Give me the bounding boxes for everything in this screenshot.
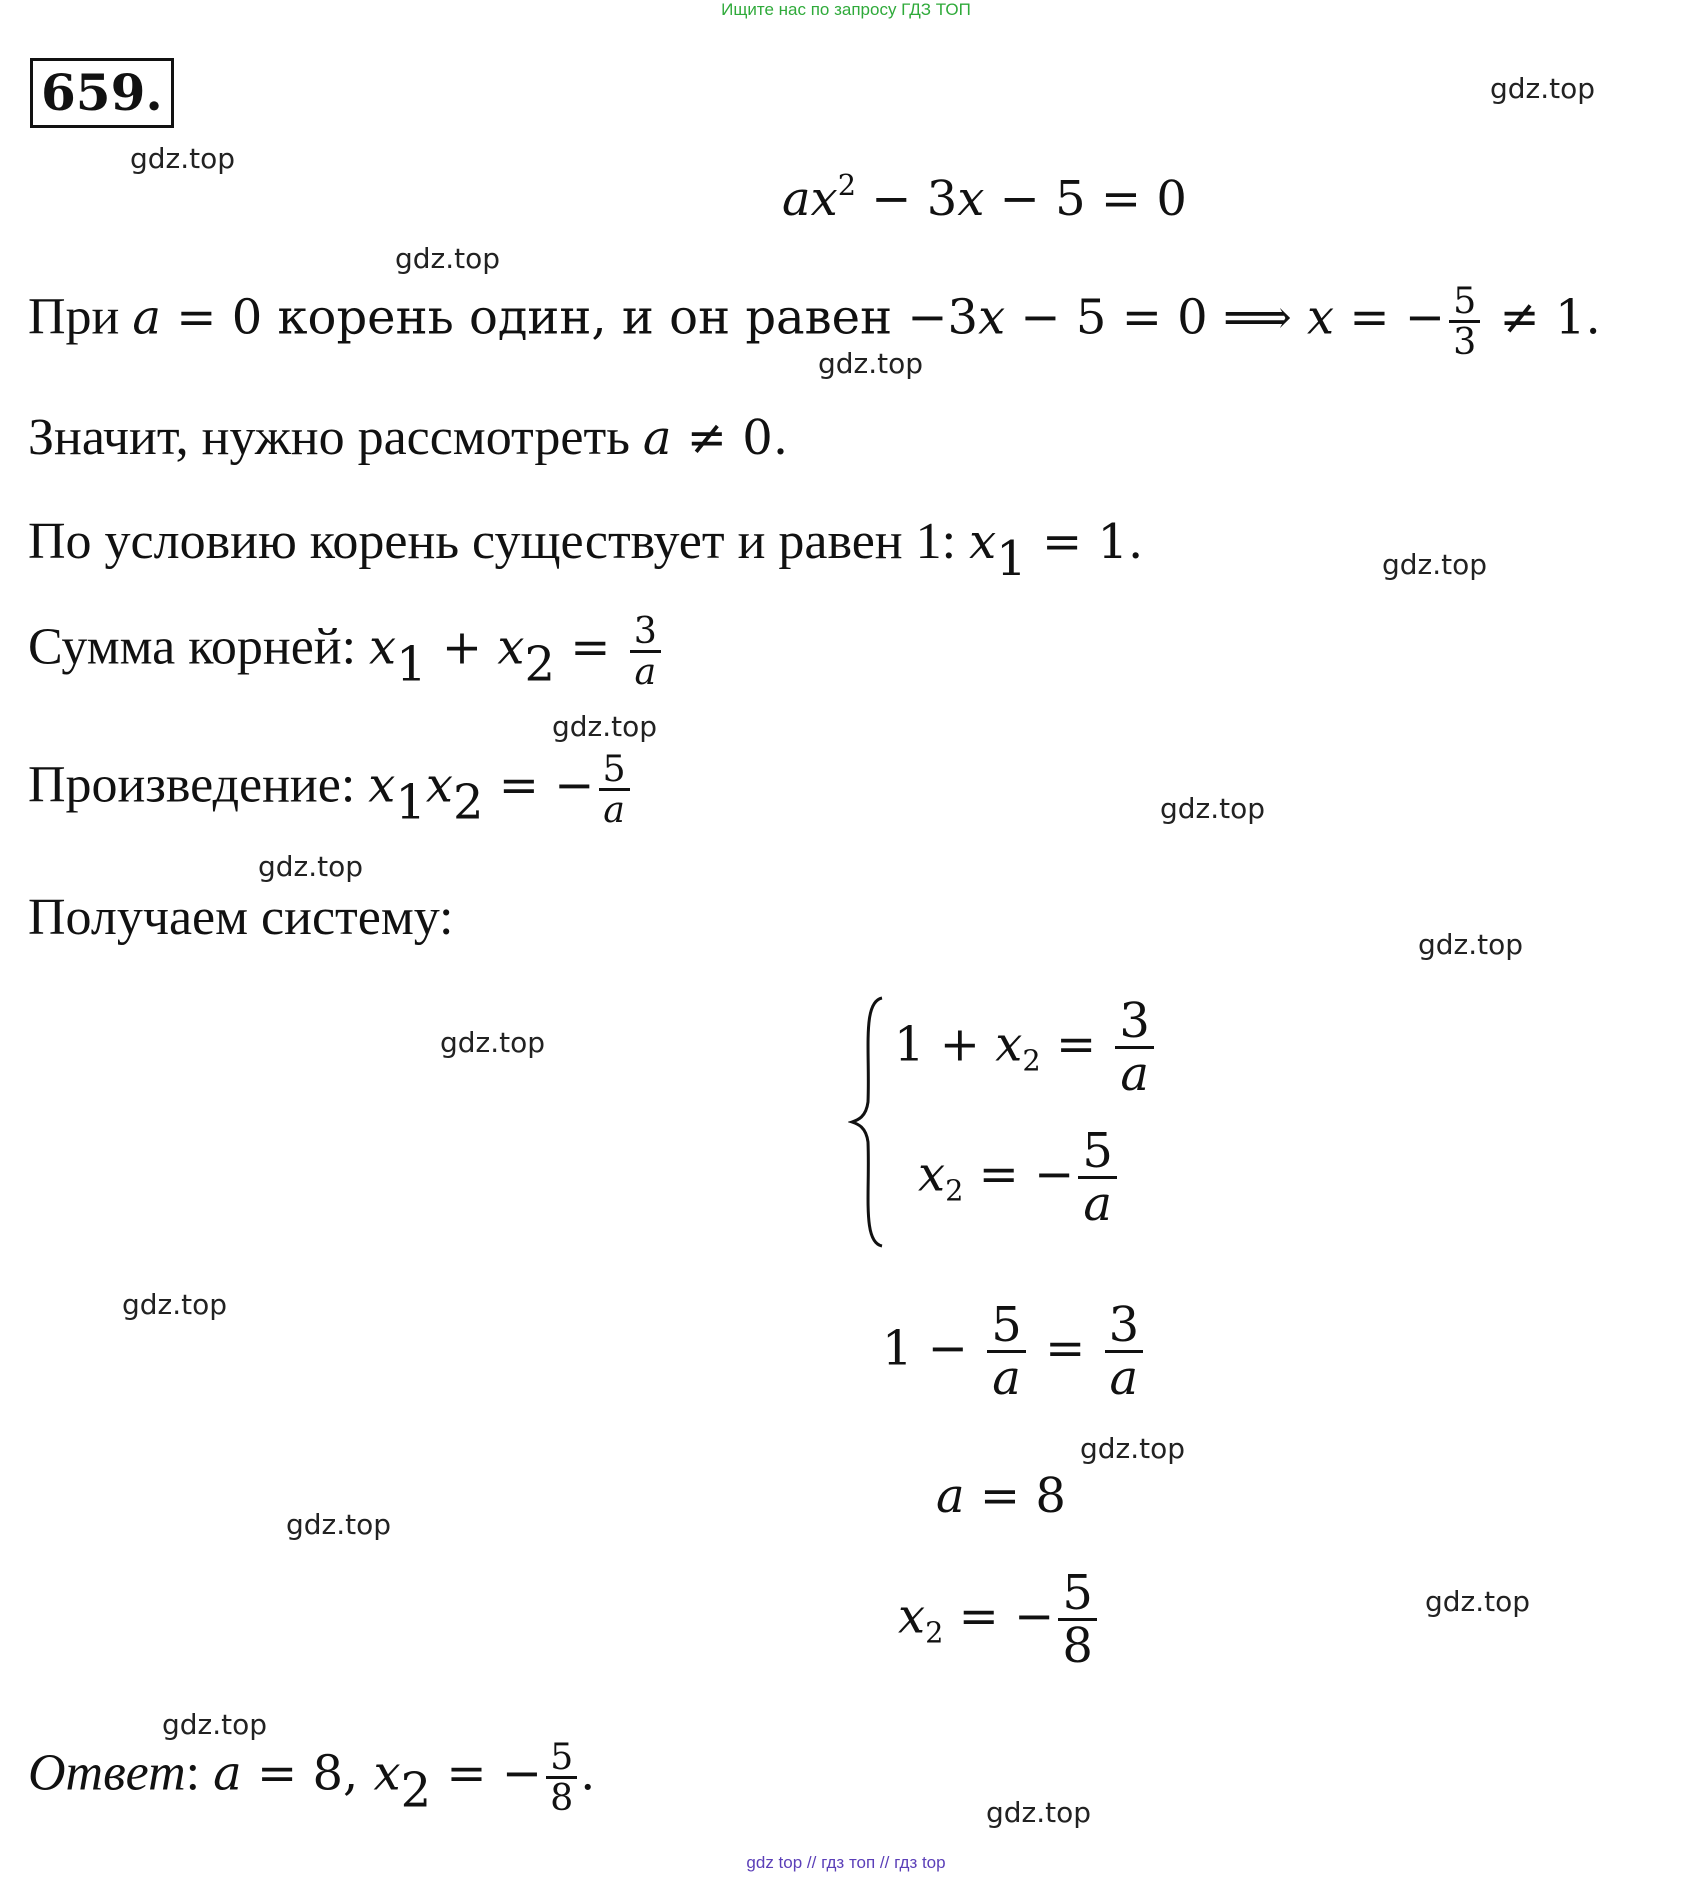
watermark: gdz.top: [1418, 928, 1524, 961]
line-product: Произведение: $x_1x_2$ = − $\frac{5}{a}$: [28, 750, 634, 830]
answer-line: Ответ: a = 8, $x_2$ = − $\frac{5}{8}$ .: [28, 1735, 595, 1820]
line-system-intro: Получаем систему:: [28, 889, 454, 946]
watermark: gdz.top: [258, 850, 364, 883]
watermark: gdz.top: [440, 1026, 546, 1059]
watermark: gdz.top: [130, 142, 236, 175]
watermark: gdz.top: [1160, 792, 1266, 825]
watermark: gdz.top: [552, 710, 658, 743]
watermark: gdz.top: [122, 1288, 228, 1321]
step-a-value: a = 8: [936, 1468, 1066, 1524]
footer-links: gdz top // гдз топ // гдз top: [746, 1853, 946, 1872]
watermark: gdz.top: [162, 1708, 268, 1741]
watermark: gdz.top: [1490, 72, 1596, 105]
watermark: gdz.top: [818, 347, 924, 380]
watermark: gdz.top: [1080, 1432, 1186, 1465]
equation-system: [848, 992, 1148, 1252]
line-sum: Сумма корней: $x_1 + x_2$ = $\frac{3}{a}$: [28, 612, 665, 692]
search-banner: Ищите нас по запросу ГДЗ ТОП: [721, 0, 971, 19]
main-equation: $ax^2 - 3x - 5 = 0$: [782, 168, 1187, 228]
step-substitution: 1 − $\frac{5}{a}$ = $\frac{3}{a}$: [882, 1300, 1147, 1404]
step-x2-value: $x_2$ = − $\frac{5}{8}$: [898, 1568, 1101, 1672]
line-condition: По условию корень существует и равен 1: $x_1 = 1$.: [28, 513, 1144, 587]
answer-label: Ответ: [28, 1744, 186, 1802]
problem-number: 659.: [30, 58, 174, 128]
brace-icon: [848, 992, 888, 1252]
watermark: gdz.top: [1382, 548, 1488, 581]
watermark: gdz.top: [395, 242, 501, 275]
watermark: gdz.top: [986, 1796, 1092, 1829]
watermark: gdz.top: [286, 1508, 392, 1541]
line-a-zero: При a = 0 корень один, и он равен −3x − 5 = 0 ⟹ x = − $\frac{5}{3}$ ≠ 1.: [28, 279, 1601, 364]
system-row-2: $x_2$ = − $\frac{5}{a}$: [918, 1126, 1121, 1230]
line-consider: Значит, нужно рассмотреть a ≠ 0.: [28, 409, 789, 466]
watermark: gdz.top: [1425, 1585, 1531, 1618]
system-row-1: $1 + x_2$ = $\frac{3}{a}$: [894, 996, 1158, 1100]
